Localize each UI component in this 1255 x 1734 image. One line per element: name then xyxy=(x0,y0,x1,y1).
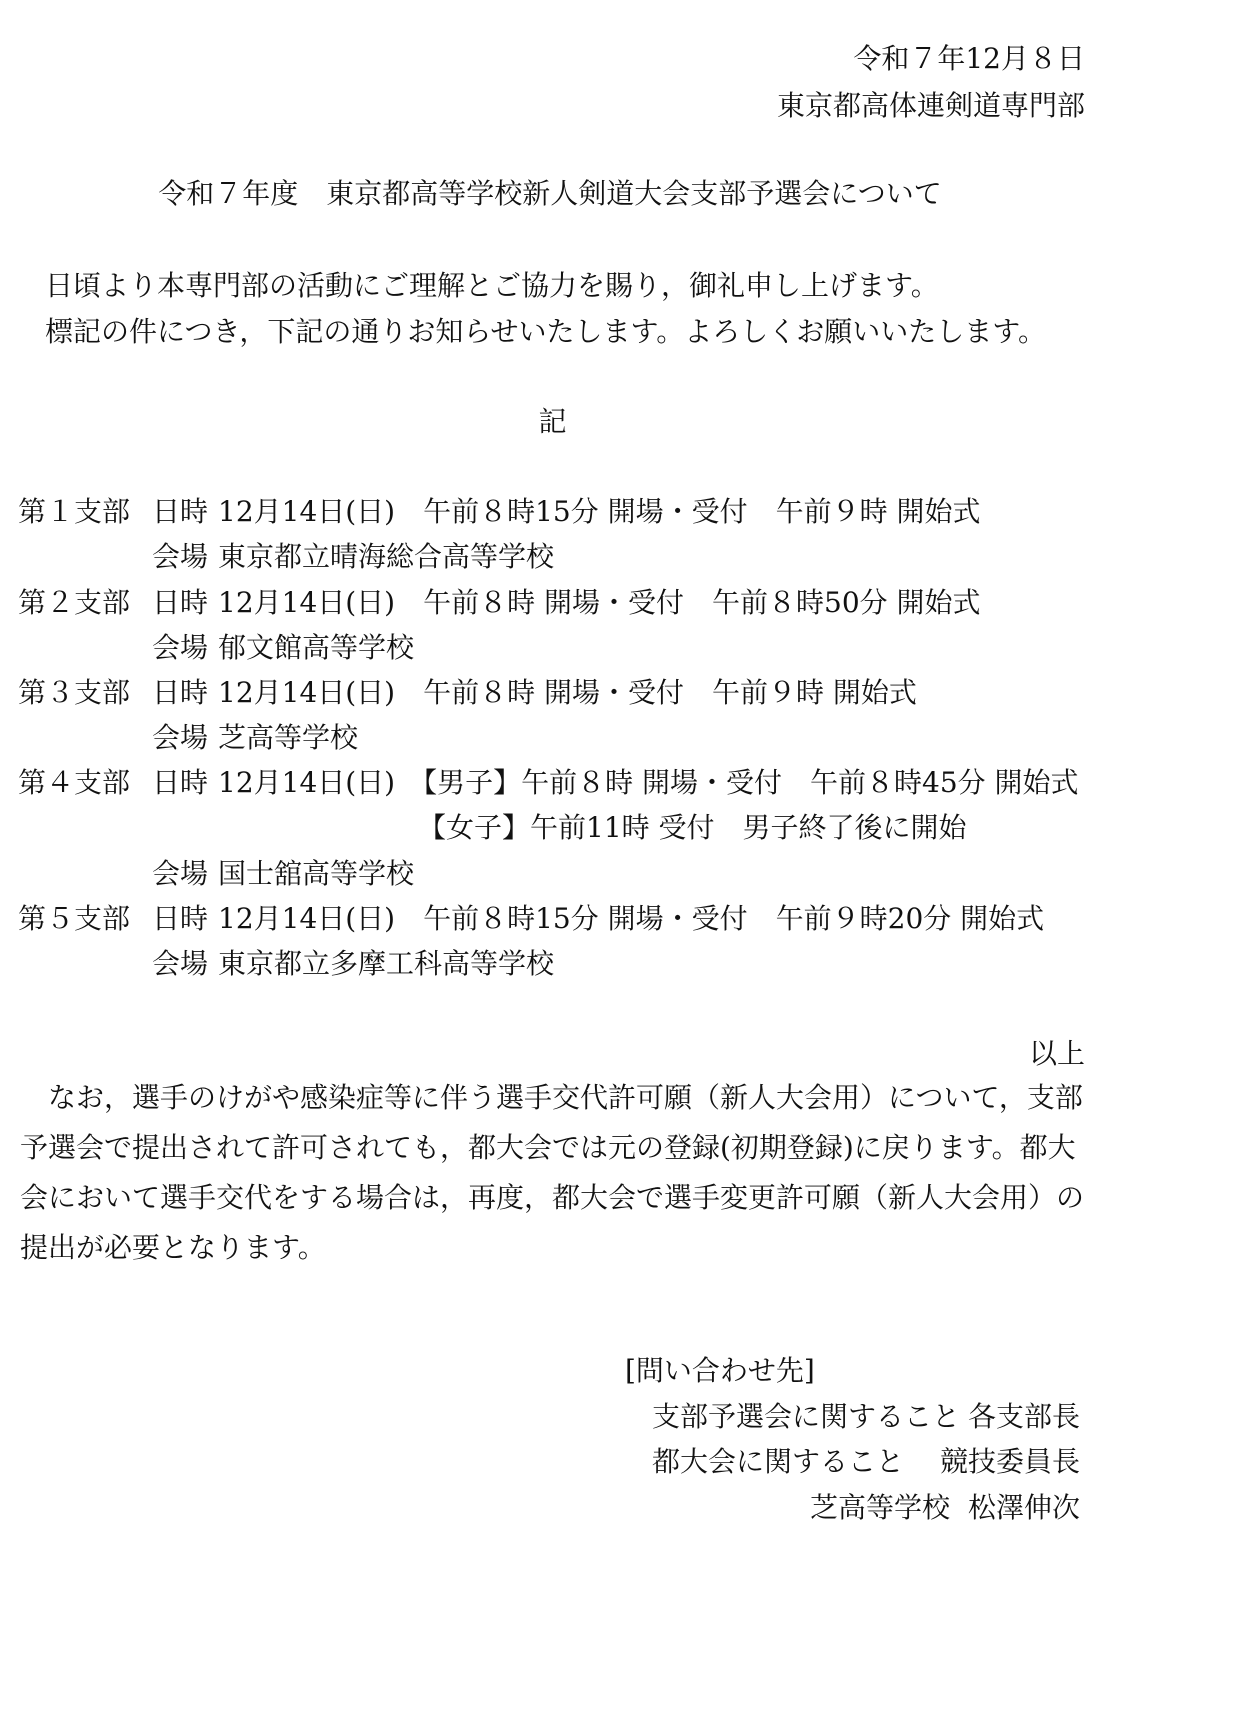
branch-5-name: 第５支部 xyxy=(18,902,131,935)
document-title: 令和７年度 東京都高等学校新人剣道大会支部予選会について xyxy=(158,177,942,210)
branch-5-datetime-label: 日時 xyxy=(152,902,209,935)
branch-1-name: 第１支部 xyxy=(18,495,131,528)
greeting-line-1: 日頃より本専門部の活動にご理解とご協力を賜り，御礼申し上げます。 xyxy=(45,269,939,302)
branch-3-venue: 芝高等学校 xyxy=(218,721,359,754)
contact-person-1: 各支部長 xyxy=(968,1400,1081,1433)
branch-4-datetime-label: 日時 xyxy=(152,766,209,799)
branch-2-venue-label: 会場 xyxy=(152,631,209,664)
branch-5-venue: 東京都立多摩工科高等学校 xyxy=(218,947,555,980)
note-paragraph: なお，選手のけがや感染症等に伴う選手交代許可願（新人大会用）について，支部予選会で提出されて許可されても，都大会では元の登録(初期登録)に戻ります。都大会において選手交代をする場合は，再度，都大会で選手変更許可願（新人大会用）の提出が必要となります。 xyxy=(20,1081,1085,1264)
greeting-line-2: 標記の件につき，下記の通りお知らせいたします。よろしくお願いいたします。 xyxy=(45,315,1047,348)
branch-4-datetime-women: 【女子】午前11時 受付 男子終了後に開始 xyxy=(418,811,967,844)
contact-name: 松澤伸次 xyxy=(968,1491,1081,1524)
branch-2-venue: 郁文館高等学校 xyxy=(218,631,415,664)
contact-topic-1: 支部予選会に関すること xyxy=(652,1400,961,1433)
ki-heading: 記 xyxy=(538,405,567,438)
branch-3-venue-label: 会場 xyxy=(152,721,209,754)
branch-2-name: 第２支部 xyxy=(18,586,131,619)
contact-topic-2: 都大会に関すること xyxy=(652,1445,905,1478)
branch-4-venue: 国士舘高等学校 xyxy=(218,857,415,890)
issuer: 東京都高体連剣道専門部 xyxy=(776,89,1085,122)
branch-3-datetime: 12月14日(日) 午前８時 開場・受付 午前９時 開始式 xyxy=(218,676,917,709)
contact-person-2: 競技委員長 xyxy=(940,1445,1081,1478)
branch-2-datetime-label: 日時 xyxy=(152,586,209,619)
document-date: 令和７年12月８日 xyxy=(853,42,1085,75)
branch-1-datetime-label: 日時 xyxy=(152,495,209,528)
contact-heading: [問い合わせ先] xyxy=(625,1354,815,1387)
branch-3-name: 第３支部 xyxy=(18,676,131,709)
branch-1-venue: 東京都立晴海総合高等学校 xyxy=(218,540,555,573)
branch-5-venue-label: 会場 xyxy=(152,947,209,980)
branch-4-name: 第４支部 xyxy=(18,766,131,799)
branch-4-datetime: 12月14日(日) 【男子】午前８時 開場・受付 午前８時45分 開始式 xyxy=(218,766,1079,799)
contact-school: 芝高等学校 xyxy=(810,1491,951,1524)
branch-1-venue-label: 会場 xyxy=(152,540,209,573)
ijo-closing: 以上 xyxy=(1028,1037,1085,1070)
branch-4-venue-label: 会場 xyxy=(152,857,209,890)
branch-5-datetime: 12月14日(日) 午前８時15分 開場・受付 午前９時20分 開始式 xyxy=(218,902,1045,935)
branch-1-datetime: 12月14日(日) 午前８時15分 開場・受付 午前９時 開始式 xyxy=(218,495,981,528)
branch-3-datetime-label: 日時 xyxy=(152,676,209,709)
branch-2-datetime: 12月14日(日) 午前８時 開場・受付 午前８時50分 開始式 xyxy=(218,586,981,619)
